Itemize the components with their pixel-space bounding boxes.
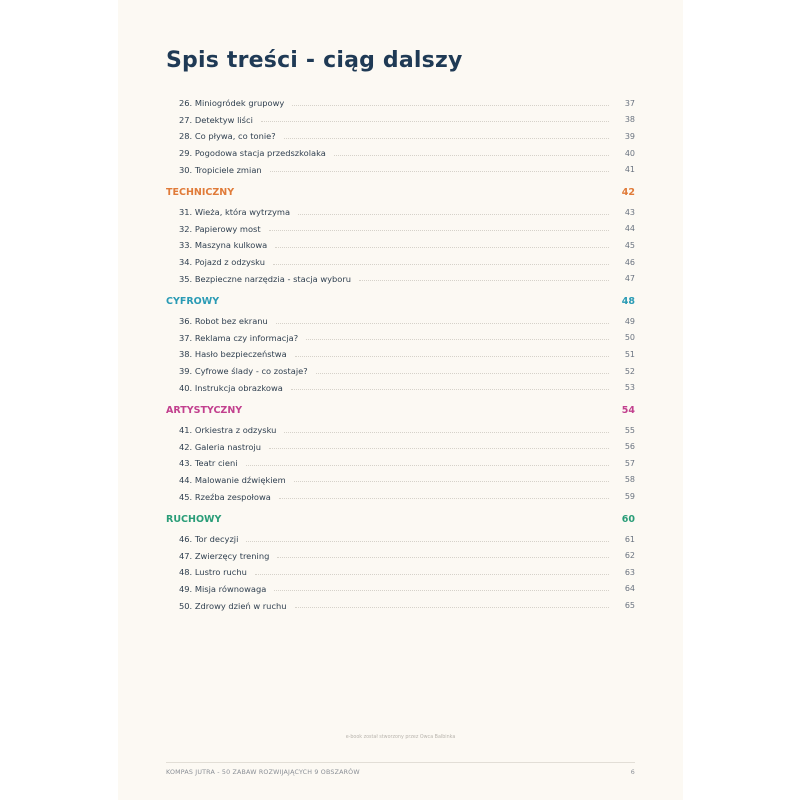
toc-entry[interactable] bbox=[166, 270, 635, 287]
section-header-techniczny[interactable] bbox=[166, 182, 635, 204]
dot-leader bbox=[316, 373, 609, 374]
toc-entry-label: 34. Pojazd z odzysku bbox=[179, 257, 265, 268]
footer-title: KOMPAS JUTRA - 50 ZABAW ROZWIJAJĄCYCH 9 OBSZARÓW bbox=[166, 769, 360, 776]
toc-entry[interactable] bbox=[166, 128, 635, 145]
dot-leader bbox=[270, 171, 609, 172]
toc-entry-label: 44. Malowanie dźwiękiem bbox=[179, 474, 286, 485]
dot-leader bbox=[274, 590, 609, 591]
dot-leader bbox=[292, 105, 609, 106]
toc-entry-page: 59 bbox=[624, 492, 635, 502]
toc-entry-page: 57 bbox=[624, 458, 635, 468]
toc-entry[interactable] bbox=[166, 439, 635, 456]
section-header-artystyczny[interactable] bbox=[166, 400, 635, 422]
toc-entry[interactable] bbox=[166, 95, 635, 112]
section-name: TECHNICZNY bbox=[166, 187, 235, 199]
table-of-contents bbox=[166, 95, 635, 614]
dot-leader bbox=[276, 323, 609, 324]
page-title: Spis treści - ciąg dalszy bbox=[166, 48, 463, 73]
toc-entry[interactable] bbox=[166, 112, 635, 129]
toc-entry[interactable] bbox=[166, 422, 635, 439]
toc-entry-label: 26. Miniogródek grupowy bbox=[179, 98, 285, 109]
toc-entry-page: 49 bbox=[624, 316, 635, 326]
toc-entry[interactable] bbox=[166, 379, 635, 396]
dot-leader bbox=[291, 389, 609, 390]
toc-entry-label: 28. Co pływa, co tonie? bbox=[179, 131, 276, 142]
dot-leader bbox=[273, 264, 609, 265]
toc-entry-page: 44 bbox=[624, 224, 635, 234]
toc-entry-label: 27. Detektyw liści bbox=[179, 114, 253, 125]
section-name: ARTYSTYCZNY bbox=[166, 405, 243, 417]
toc-entry[interactable] bbox=[166, 547, 635, 564]
toc-entry-page: 53 bbox=[624, 383, 635, 393]
toc-entry[interactable] bbox=[166, 145, 635, 162]
toc-entry-page: 43 bbox=[624, 207, 635, 217]
toc-entry[interactable] bbox=[166, 204, 635, 221]
dot-leader bbox=[255, 574, 609, 575]
toc-entry-page: 55 bbox=[624, 425, 635, 435]
toc-entry-label: 39. Cyfrowe ślady - co zostaje? bbox=[179, 366, 308, 377]
toc-entry-label: 40. Instrukcja obrazkowa bbox=[179, 382, 283, 393]
toc-entry-page: 61 bbox=[624, 534, 635, 544]
toc-entry-label: 29. Pogodowa stacja przedszkolaka bbox=[179, 148, 326, 159]
toc-entry-label: 42. Galeria nastroju bbox=[179, 441, 261, 452]
toc-entry[interactable] bbox=[166, 237, 635, 254]
toc-entry-page: 39 bbox=[624, 131, 635, 141]
toc-entry[interactable] bbox=[166, 597, 635, 614]
toc-entry[interactable] bbox=[166, 455, 635, 472]
toc-entry[interactable] bbox=[166, 363, 635, 380]
dot-leader bbox=[279, 498, 609, 499]
toc-entry-page: 50 bbox=[624, 333, 635, 343]
footer-divider bbox=[166, 762, 635, 763]
toc-entry-label: 46. Tor decyzji bbox=[179, 534, 239, 545]
dot-leader bbox=[269, 448, 609, 449]
toc-entry-page: 47 bbox=[624, 274, 635, 284]
toc-entry-label: 30. Tropiciele zmian bbox=[179, 164, 262, 175]
toc-entry[interactable] bbox=[166, 330, 635, 347]
toc-entry-label: 47. Zwierzęcy trening bbox=[179, 550, 270, 561]
toc-entry[interactable] bbox=[166, 221, 635, 238]
toc-entry-page: 63 bbox=[624, 567, 635, 577]
toc-entry-page: 62 bbox=[624, 551, 635, 561]
section-name: CYFROWY bbox=[166, 296, 220, 308]
toc-entry[interactable] bbox=[166, 346, 635, 363]
section-page: 48 bbox=[621, 296, 635, 308]
page-footer bbox=[166, 769, 635, 776]
toc-entry-label: 38. Hasło bezpieczeństwa bbox=[179, 349, 287, 360]
section-name: RUCHOWY bbox=[166, 514, 222, 526]
toc-entry-page: 40 bbox=[624, 148, 635, 158]
toc-entry-label: 35. Bezpieczne narzędzia - stacja wyboru bbox=[179, 273, 352, 284]
dot-leader bbox=[298, 214, 609, 215]
section-header-ruchowy[interactable] bbox=[166, 509, 635, 531]
toc-entry-label: 49. Misja równowaga bbox=[179, 583, 267, 594]
document-page bbox=[118, 0, 683, 800]
toc-entry[interactable] bbox=[166, 254, 635, 271]
section-page: 42 bbox=[621, 187, 635, 199]
dot-leader bbox=[246, 541, 609, 542]
toc-entry-page: 45 bbox=[624, 240, 635, 250]
toc-entry-page: 64 bbox=[624, 584, 635, 594]
dot-leader bbox=[294, 481, 609, 482]
toc-sections bbox=[166, 182, 635, 614]
toc-entry-page: 56 bbox=[624, 442, 635, 452]
section-page: 60 bbox=[621, 514, 635, 526]
dot-leader bbox=[275, 247, 609, 248]
toc-entry-label: 45. Rzeźba zespołowa bbox=[179, 491, 271, 502]
toc-entry-label: 37. Reklama czy informacja? bbox=[179, 332, 299, 343]
toc-entry[interactable] bbox=[166, 531, 635, 548]
section-page: 54 bbox=[621, 405, 635, 417]
dot-leader bbox=[277, 557, 609, 558]
dot-leader bbox=[359, 280, 609, 281]
dot-leader bbox=[306, 339, 609, 340]
toc-entry-page: 51 bbox=[624, 349, 635, 359]
credit-note: e-book został stworzony przez Owca Balbinka bbox=[345, 735, 456, 740]
toc-entry[interactable] bbox=[166, 313, 635, 330]
footer-page-number: 6 bbox=[630, 769, 635, 776]
toc-entry-label: 48. Lustro ruchu bbox=[179, 567, 247, 578]
dot-leader bbox=[246, 465, 609, 466]
toc-entry-page: 46 bbox=[624, 257, 635, 267]
toc-entry-label: 50. Zdrowy dzień w ruchu bbox=[179, 600, 287, 611]
dot-leader bbox=[284, 432, 609, 433]
dot-leader bbox=[295, 607, 609, 608]
toc-entry-page: 58 bbox=[624, 475, 635, 485]
dot-leader bbox=[284, 138, 609, 139]
toc-entry[interactable] bbox=[166, 161, 635, 178]
toc-entry-label: 31. Wieża, która wytrzyma bbox=[179, 207, 291, 218]
dot-leader bbox=[334, 155, 609, 156]
section-header-cyfrowy[interactable] bbox=[166, 291, 635, 313]
toc-entry-label: 43. Teatr cieni bbox=[179, 458, 238, 469]
toc-entry-label: 36. Robot bez ekranu bbox=[179, 316, 268, 327]
toc-entry-page: 65 bbox=[624, 601, 635, 611]
toc-entry-label: 33. Maszyna kulkowa bbox=[179, 240, 268, 251]
dot-leader bbox=[269, 230, 609, 231]
toc-entry-label: 32. Papierowy most bbox=[179, 223, 261, 234]
toc-entry-page: 38 bbox=[624, 115, 635, 125]
dot-leader bbox=[295, 356, 609, 357]
toc-entry-page: 37 bbox=[624, 98, 635, 108]
toc-entry[interactable] bbox=[166, 488, 635, 505]
toc-entry-page: 41 bbox=[624, 165, 635, 175]
toc-entry[interactable] bbox=[166, 581, 635, 598]
dot-leader bbox=[261, 121, 609, 122]
toc-entry-page: 52 bbox=[624, 366, 635, 376]
toc-entry[interactable] bbox=[166, 564, 635, 581]
toc-entry[interactable] bbox=[166, 472, 635, 489]
intro-entries bbox=[166, 95, 635, 178]
toc-entry-label: 41. Orkiestra z odzysku bbox=[179, 425, 277, 436]
